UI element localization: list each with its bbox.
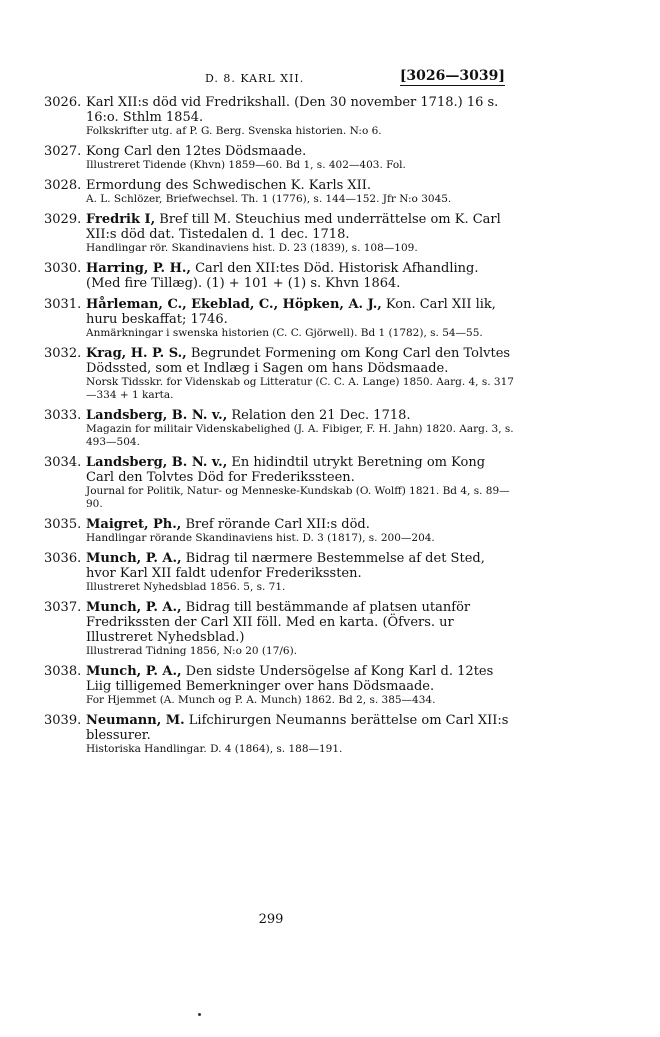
entry-title: Ermordung des Schwedischen K. Karls XII. (86, 178, 372, 193)
entry-number: 3026. (44, 95, 82, 110)
bibliography-entry (44, 664, 514, 707)
entry-title: Landsberg, B. N. v., Relation den 21 Dec. 1718. (86, 408, 411, 423)
entry-number: 3036. (44, 551, 82, 566)
entry-source: Handlingar rörande Skandinaviens hist. D. 3 (1817), s. 200—204. (86, 532, 435, 544)
entry-number: 3031. (44, 297, 82, 312)
entry-source: Magazin for militair Videnskabelighed (J. A. Fibiger, F. H. Jahn) 1820. Aarg. 3, s. 493—504. (86, 423, 514, 448)
entry-author: Neumann, M. (86, 713, 185, 728)
section-heading: D. 8. KARL XII. (205, 72, 305, 85)
entry-source: Folkskrifter utg. af P. G. Berg. Svenska historien. N:o 6. (86, 125, 382, 137)
entry-source: Journal for Politik, Natur- og Menneske-Kundskab (O. Wolff) 1821. Bd 4, s. 89—90. (86, 485, 510, 510)
entry-title: Harring, P. H., Carl den XII:tes Död. Historisk Afhandling. (Med fire Tillæg). (1) + 101 + (1) s. Khvn 1864. (86, 261, 479, 291)
entry-title: Neumann, M. Lifchirurgen Neumanns berättelse om Carl XII:s blessurer. (86, 713, 509, 743)
entry-number: 3037. (44, 600, 82, 615)
entry-source: A. L. Schlözer, Briefwechsel. Th. 1 (1776), s. 144—152. Jfr N:o 3045. (86, 193, 452, 205)
entry-number: 3039. (44, 713, 82, 728)
printing-speck (198, 1013, 201, 1016)
entry-title: Maigret, Ph., Bref rörande Carl XII:s död. (86, 517, 370, 532)
bibliography-list (44, 95, 514, 762)
entry-title: Fredrik I, Bref till M. Steuchius med underrättelse om K. Carl XII:s död dat. Tistedalen d. 1 dec. 1718. (86, 212, 501, 242)
entry-source: Anmärkningar i swenska historien (C. C. Gjörwell). Bd 1 (1782), s. 54—55. (86, 327, 483, 339)
bibliography-entry (44, 455, 514, 511)
entry-number: 3035. (44, 517, 82, 532)
entry-source: Illustreret Nyhedsblad 1856. 5, s. 71. (86, 581, 286, 593)
bibliography-entry (44, 408, 514, 449)
entry-source: Illustrerad Tidning 1856, N:o 20 (17/6). (86, 645, 298, 657)
entry-title: Munch, P. A., Bidrag til nærmere Bestemmelse af det Sted, hvor Karl XII faldt udenfor Frederikssten. (86, 551, 485, 581)
entry-number: 3030. (44, 261, 82, 276)
entry-number: 3032. (44, 346, 82, 361)
bibliography-entry (44, 517, 514, 545)
entry-number: 3033. (44, 408, 82, 423)
entry-title: Kong Carl den 12tes Dödsmaade. (86, 144, 307, 159)
bibliography-entry (44, 144, 514, 172)
entry-source: Norsk Tidsskr. for Videnskab og Litteratur (C. C. A. Lange) 1850. Aarg. 4, s. 317—334 + 1 karta. (86, 376, 514, 401)
entry-author: Krag, H. P. S., (86, 346, 187, 361)
entry-author: Fredrik I, (86, 212, 156, 227)
entry-author: Hårleman, C., Ekeblad, C., Höpken, A. J., (86, 297, 382, 312)
entry-number: 3038. (44, 664, 82, 679)
bibliography-entry (44, 346, 514, 402)
entry-title: Karl XII:s död vid Fredrikshall. (Den 30 november 1718.) 16 s. 16:o. Sthlm 1854. (86, 95, 499, 125)
entry-number: 3029. (44, 212, 82, 227)
entry-author: Landsberg, B. N. v., (86, 408, 228, 423)
bibliography-entry (44, 297, 514, 340)
bibliography-entry (44, 261, 514, 291)
bibliography-entry (44, 178, 514, 206)
entry-author: Munch, P. A., (86, 664, 182, 679)
bibliography-entry (44, 212, 514, 255)
entry-author: Harring, P. H., (86, 261, 191, 276)
entry-number: 3034. (44, 455, 82, 470)
entry-title: Hårleman, C., Ekeblad, C., Höpken, A. J., Kon. Carl XII lik, huru beskaffat; 1746. (86, 297, 496, 327)
bibliography-entry (44, 551, 514, 594)
entry-title: Munch, P. A., Den sidste Undersögelse af Kong Karl d. 12tes Liig tilligemed Bemerkninger over hans Dödsmaade. (86, 664, 494, 694)
entry-source: For Hjemmet (A. Munch og P. A. Munch) 1862. Bd 2, s. 385—434. (86, 694, 436, 706)
entry-source: Handlingar rör. Skandinaviens hist. D. 23 (1839), s. 108—109. (86, 242, 418, 254)
entry-range: [3026—3039] (399, 68, 505, 84)
entry-author: Landsberg, B. N. v., (86, 455, 228, 470)
entry-author: Maigret, Ph., (86, 517, 182, 532)
page-number: 299 (258, 912, 284, 927)
entry-number: 3028. (44, 178, 82, 193)
entry-number: 3027. (44, 144, 82, 159)
running-head (205, 68, 505, 90)
entry-author: Munch, P. A., (86, 551, 182, 566)
entry-source: Historiska Handlingar. D. 4 (1864), s. 188—191. (86, 743, 343, 755)
entry-title: Krag, H. P. S., Begrundet Formening om Kong Carl den Tolvtes Dödssted, som et Indlæg i Sagen om hans Dödsmaade. (86, 346, 511, 376)
entry-title: Landsberg, B. N. v., En hidindtil utrykt Beretning om Kong Carl den Tolvtes Död for Frederikssteen. (86, 455, 486, 485)
entry-source: Illustreret Tidende (Khvn) 1859—60. Bd 1, s. 402—403. Fol. (86, 159, 406, 171)
bibliography-entry (44, 713, 514, 756)
entry-author: Munch, P. A., (86, 600, 182, 615)
bibliography-entry (44, 600, 514, 658)
bibliography-entry (44, 95, 514, 138)
entry-title: Munch, P. A., Bidrag till bestämmande af platsen utanför Fredrikssten der Carl XII föll. Med en karta. (Öfvers. ur Illustreret Nyhedsblad.) (86, 600, 471, 645)
